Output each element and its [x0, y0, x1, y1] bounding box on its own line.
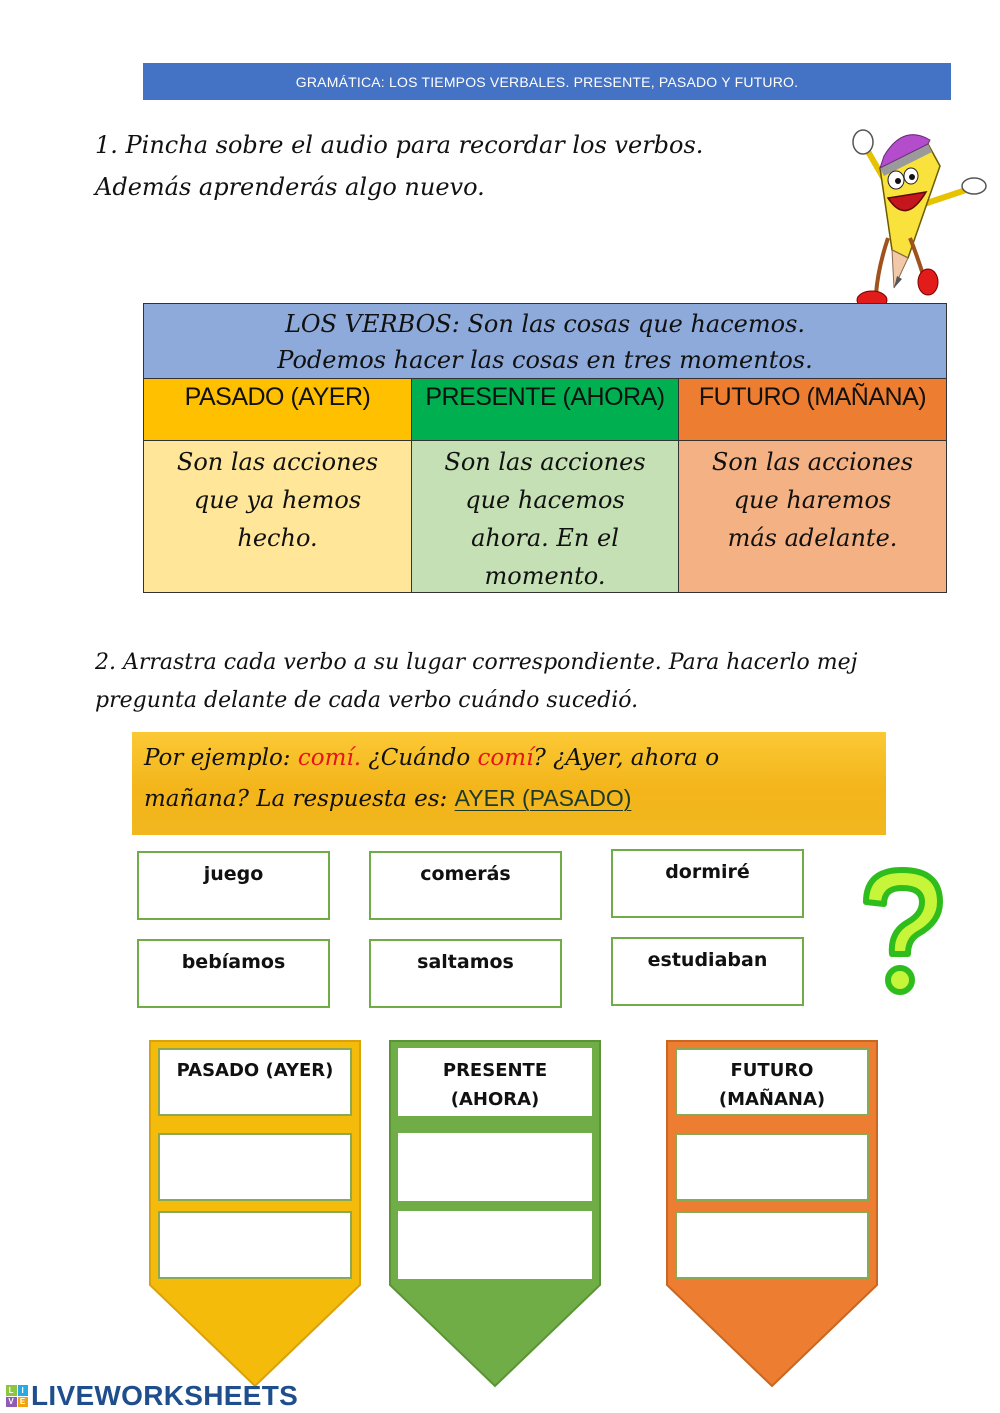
example-verb: comí — [477, 745, 534, 771]
drop-slot-presente-1[interactable] — [398, 1133, 592, 1201]
example-line-1 — [144, 738, 886, 778]
example-question: ¿Cuándo — [361, 745, 478, 771]
description-line: Son las acciones — [176, 448, 379, 476]
worksheet-title: GRAMÁTICA: LOS TIEMPOS VERBALES. PRESENTE, PASADO Y FUTURO. — [295, 73, 799, 90]
brand-name: LIVEWORKSHEETS — [31, 1380, 299, 1411]
drop-column-futuro[interactable] — [666, 1040, 878, 1388]
logo-letter: L — [6, 1385, 17, 1396]
description-line: que hacemos — [465, 486, 625, 514]
question-mark-icon — [852, 862, 952, 1002]
verbs-explanation-table — [143, 303, 947, 593]
label-line-1: FUTURO — [730, 1060, 814, 1081]
liveworksheets-brand[interactable] — [6, 1380, 298, 1412]
drop-slot-presente-2[interactable] — [398, 1211, 592, 1279]
logo-letter: V — [6, 1397, 17, 1408]
description-line: momento. — [484, 562, 606, 590]
instruction-2 — [95, 644, 857, 720]
tense-title-presente: PRESENTE (AHORA) — [412, 379, 679, 441]
column-label-pasado — [158, 1048, 352, 1116]
description-line: hecho. — [237, 524, 318, 552]
instruction-1 — [95, 124, 703, 208]
logo-letter: E — [18, 1397, 29, 1408]
table-header-line-1: LOS VERBOS: Son las cosas que hacemos. — [284, 310, 806, 338]
tense-descriptions-row — [144, 441, 946, 592]
tense-description-pasado — [144, 441, 412, 592]
instruction-2-line-2: pregunta delante de cada verbo cuándo sucedió. — [95, 688, 639, 713]
description-line: Son las acciones — [444, 448, 646, 476]
description-line: Son las acciones — [711, 448, 914, 476]
tense-title-pasado: PASADO (AYER) — [144, 379, 412, 441]
example-answer: AYER (PASADO) — [454, 785, 632, 811]
example-box — [132, 732, 886, 835]
verb-card-comeras[interactable]: comerás — [369, 851, 562, 920]
label-line-2: (MAÑANA) — [718, 1089, 826, 1110]
tense-titles-row — [144, 379, 946, 441]
tense-title-futuro: FUTURO (MAÑANA) — [679, 379, 946, 441]
drop-slot-pasado-1[interactable] — [158, 1133, 352, 1201]
example-prefix: Por ejemplo: — [144, 745, 298, 771]
instruction-1-line-2: Además aprenderás algo nuevo. — [95, 173, 485, 201]
example-question-end: ? ¿Ayer, ahora o — [533, 745, 720, 771]
tense-description-futuro — [679, 441, 946, 592]
pencil-character-icon — [848, 118, 998, 318]
drop-slot-futuro-2[interactable] — [675, 1211, 869, 1279]
column-label-presente — [398, 1048, 592, 1116]
logo-letter: I — [18, 1385, 29, 1396]
column-label-futuro — [675, 1048, 869, 1116]
verb-card-dormire[interactable]: dormiré — [611, 849, 804, 918]
liveworksheets-logo-icon — [6, 1385, 28, 1407]
verb-card-juego[interactable]: juego — [137, 851, 330, 920]
tense-description-presente — [412, 441, 679, 592]
instruction-1-line-1: 1. Pincha sobre el audio para recordar los verbos. — [95, 131, 704, 159]
example-answer-prefix: mañana? La respuesta es: — [144, 786, 455, 812]
drop-column-pasado[interactable] — [149, 1040, 361, 1388]
table-header-line-2: Podemos hacer las cosas en tres momentos. — [277, 346, 813, 374]
drop-slot-futuro-1[interactable] — [675, 1133, 869, 1201]
description-line: que ya hemos — [193, 486, 362, 514]
drop-column-presente[interactable] — [389, 1040, 601, 1388]
drop-slot-pasado-2[interactable] — [158, 1211, 352, 1279]
example-line-2 — [144, 778, 886, 819]
label-line-1: PRESENTE — [442, 1060, 548, 1081]
label-line-2: (AHORA) — [450, 1089, 540, 1110]
verb-card-estudiaban[interactable]: estudiaban — [611, 937, 804, 1006]
example-verb: comí. — [297, 745, 362, 771]
table-header — [144, 304, 946, 379]
worksheet-title-banner — [143, 63, 951, 100]
description-line: más adelante. — [727, 524, 898, 552]
verb-card-bebiamos[interactable]: bebíamos — [137, 939, 330, 1008]
label-line-1: PASADO (AYER) — [176, 1060, 334, 1081]
verb-card-saltamos[interactable]: saltamos — [369, 939, 562, 1008]
description-line: que haremos — [733, 486, 892, 514]
description-line: ahora. En el — [471, 524, 619, 552]
instruction-2-line-1: 2. Arrastra cada verbo a su lugar correspondiente. Para hacerlo mej — [95, 650, 858, 675]
